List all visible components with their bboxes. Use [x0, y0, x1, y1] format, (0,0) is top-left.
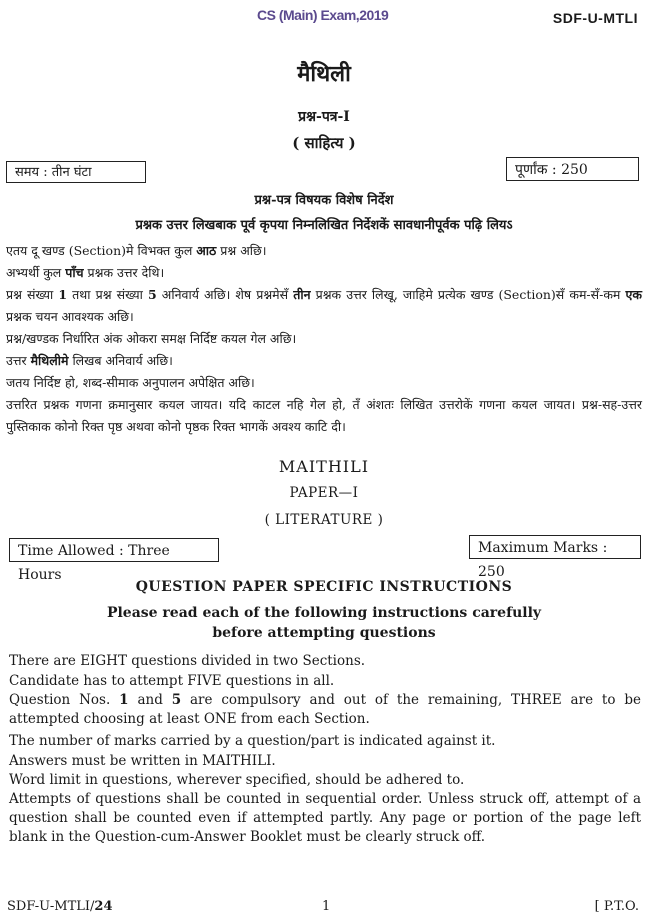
- english-instruction-6: Word limit in questions, wherever specified, should be adhered to.: [9, 772, 465, 788]
- hindi-instruction-1: एतय दू खण्ड (Section)मे विभक्त कुल आठ प्रश्न अछि।: [6, 243, 267, 258]
- hindi-instruction-6: जतय निर्दिष्ट हो, शब्द-सीमाक अनुपालन अपेक्षित अछि।: [6, 375, 255, 390]
- english-instruction-7: Attempts of questions shall be counted in sequential order. Unless struck off, attempt of a question shall be counted even if attempted partly. Any page or portion of the page left blank in the Question-cum-Answer Booklet must be clearly struck off.: [9, 791, 641, 845]
- english-max-marks-box: Maximum Marks : 250: [469, 535, 641, 559]
- hindi-instruction-7: उत्तरित प्रश्नक गणना क्रमानुसार कयल जायत। यदि काटल नहि गेल हो, तँ अंशतः लिखित उत्तरोकें गणना कयल जायत। प्रश्न-सह-उत्तर पुस्तिकाक कोनो रिक्त पृष्ठ अथवा कोनो पृष्ठक रिक्त भागकें अवश्य काटि दी।: [6, 397, 642, 434]
- hindi-instruction-5: उत्तर मैथिलीमे लिखब अनिवार्य अछि।: [6, 353, 173, 368]
- english-instruction-1: There are EIGHT questions divided in two Sections.: [9, 653, 366, 669]
- hindi-instructions-subheading: प्रश्नक उत्तर लिखबाक पूर्व कृपया निम्नलिखित निर्देशकें सावधानीपूर्वक पढ़ि लियऽ: [135, 218, 513, 233]
- english-instructions-heading: QUESTION PAPER SPECIFIC INSTRUCTIONS: [135, 579, 513, 595]
- hindi-instruction-3: प्रश्न संख्या 1 तथा प्रश्न संख्या 5 अनिवार्य अछि। शेष प्रश्नमेसँ तीन प्रश्नक उत्तर लिखू, जाहिमे प्रत्येक खण्ड (Section)सँ कम-सँ-कम एक प्रश्नक चयन आवश्यक अछि।: [6, 287, 642, 324]
- hindi-instruction-4: प्रश्न/खण्डक निर्धारित अंक ओकरा समक्ष निर्दिष्ट कयल गेल अछि।: [6, 331, 297, 346]
- english-instruction-2: Candidate has to attempt FIVE questions in all.: [9, 673, 335, 689]
- english-instruction-5: Answers must be written in MAITHILI.: [9, 753, 276, 769]
- exam-stamp: CS (Main) Exam,2019: [257, 7, 389, 23]
- english-paper: PAPER—I: [289, 485, 359, 501]
- hindi-title: मैथिली: [297, 61, 351, 87]
- english-instructions-subheading-2: before attempting questions: [212, 625, 436, 641]
- footer-page-number: 1: [322, 899, 331, 914]
- hindi-paper: प्रश्न-पत्र-I: [298, 109, 350, 125]
- hindi-instruction-2: अभ्यर्थी कुल पाँच प्रश्नक उत्तर देथि।: [6, 265, 165, 280]
- paper-code: SDF-U-MTLI: [552, 10, 638, 26]
- hindi-max-marks-box: पूर्णांक : 250: [506, 157, 639, 181]
- hindi-subject: ( साहित्य ): [292, 134, 356, 152]
- english-instruction-4: The number of marks carried by a question/part is indicated against it.: [9, 733, 496, 749]
- english-instructions-subheading-1: Please read each of the following instructions carefully: [106, 605, 542, 621]
- english-time-allowed-box: Time Allowed : Three Hours: [9, 538, 219, 562]
- english-subject: ( LITERATURE ): [264, 512, 384, 528]
- footer-paper-code: SDF-U-MTLI/24: [7, 899, 113, 914]
- hindi-instructions-heading: प्रश्न-पत्र विषयक विशेष निर्देश: [254, 193, 394, 208]
- footer-pto: [ P.T.O.: [594, 899, 639, 914]
- english-title: MAITHILI: [278, 457, 370, 476]
- english-instruction-3: Question Nos. 1 and 5 are compulsory and out of the remaining, THREE are to be attempted choosing at least ONE from each Section.: [9, 692, 641, 727]
- hindi-time-allowed-box: समय : तीन घंटा: [6, 161, 146, 183]
